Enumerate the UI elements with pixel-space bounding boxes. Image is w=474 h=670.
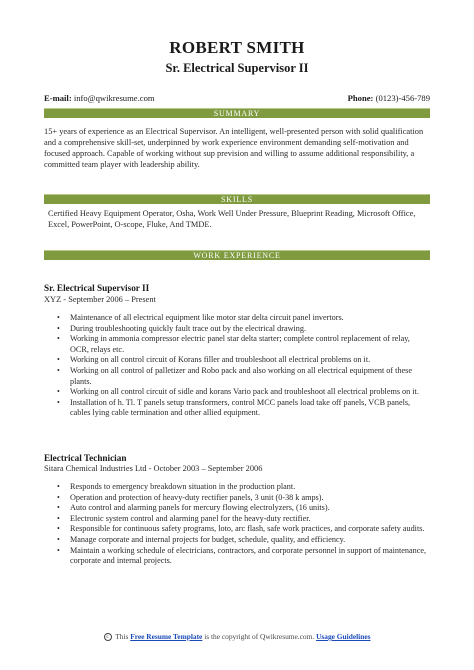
list-item: • Working on all control of palletizer and Robo pack and also working on all electrical equipment of these plants. (70, 366, 430, 387)
list-item: • Electronic system control and alarming panel for the heavy-duty rectifier. (70, 514, 430, 525)
job-bullets (70, 313, 430, 419)
summary-heading: SUMMARY (44, 108, 430, 118)
list-item: • During troubleshooting quickly fault trace out by the electrical drawing. (70, 324, 430, 335)
footer-middle: is the copyright of Qwikresume.com. (204, 632, 315, 641)
skills-text: Certified Heavy Equipment Operator, Osha, Work Well Under Pressure, Blueprint Reading, Microsoft Office, Excel, PowerPoint, O-scope, Fluke, And TMDE. (48, 209, 416, 229)
job-title: Electrical Technician (44, 453, 127, 463)
list-item: • Working on all control circuit of sidle and korans Vario pack and troubleshoot all electrical problems on it. (70, 387, 430, 398)
list-item: • Operation and protection of heavy-duty rectifier panels, 3 unit (0-38 k amps). (70, 493, 430, 504)
email-value[interactable]: info@qwikresume.com (73, 93, 155, 103)
job-meta: XYZ - September 2006 – Present (44, 295, 156, 304)
list-item: • Maintenance of all electrical equipment like motor star delta circuit panel invertors. (70, 313, 430, 324)
phone-label: Phone: (347, 93, 374, 103)
list-item: • Installation of h. Tl. T panels setup transformers, control MCC panels load take off panels, VCB panels, cables lying cable termination and other allied equipment. (70, 398, 430, 419)
summary-text: 15+ years of experience as an Electrical Supervisor. An intelligent, well-presented person with solid qualification and a comprehensive skill-set, underpinned by work experience environment demanding self-motivation and focused approach. Capable of working without sup prevision and willing to assume additional responsibility, a committed team player with leadership ability. (44, 127, 424, 169)
list-item: • Responsible for continuous safety programs, loto, arc flash, safe work practices, and corporate safety audits. (70, 524, 430, 535)
candidate-role: Sr. Electrical Supervisor II (165, 61, 309, 75)
list-item: • Auto control and alarming panels for mercury flowing electrolyzers, (16 units). (70, 503, 430, 514)
list-item: • Working on all control circuit of Korans filler and troubleshoot all electrical problems on it. (70, 355, 430, 366)
skills-heading: SKILLS (44, 194, 430, 204)
list-item: • Maintain a working schedule of electricians, contractors, and corporate personnel in support of maintenance, corporate and internal projects. (70, 546, 430, 567)
free-resume-template-link[interactable]: Free Resume Template (130, 632, 203, 641)
footer (0, 632, 474, 641)
footer-prefix: This (115, 632, 129, 641)
phone-value: (0123)-456-789 (375, 93, 430, 103)
list-item: • Responds to emergency breakdown situation in the production plant. (70, 482, 430, 493)
list-item: • Manage corporate and internal projects for budget, schedule, quality, and efficiency. (70, 535, 430, 546)
candidate-name: ROBERT SMITH (169, 38, 305, 57)
email-block (44, 93, 155, 103)
job-title: Sr. Electrical Supervisor II (44, 283, 150, 293)
email-label: E-mail: (44, 93, 72, 103)
job-bullets (70, 482, 430, 567)
work-experience-heading: WORK EXPERIENCE (44, 250, 430, 260)
list-item: • Working in ammonia compressor electric panel star delta starter; complete control replacement of relay, OCR, relays etc. (70, 334, 430, 355)
copyright-icon: c (104, 633, 112, 641)
job-meta: Sitara Chemical Industries Ltd - October 2003 – September 2006 (44, 464, 263, 473)
usage-guidelines-link[interactable]: Usage Guidelines (316, 632, 371, 641)
contact-row (44, 93, 430, 103)
phone-block (348, 93, 430, 103)
